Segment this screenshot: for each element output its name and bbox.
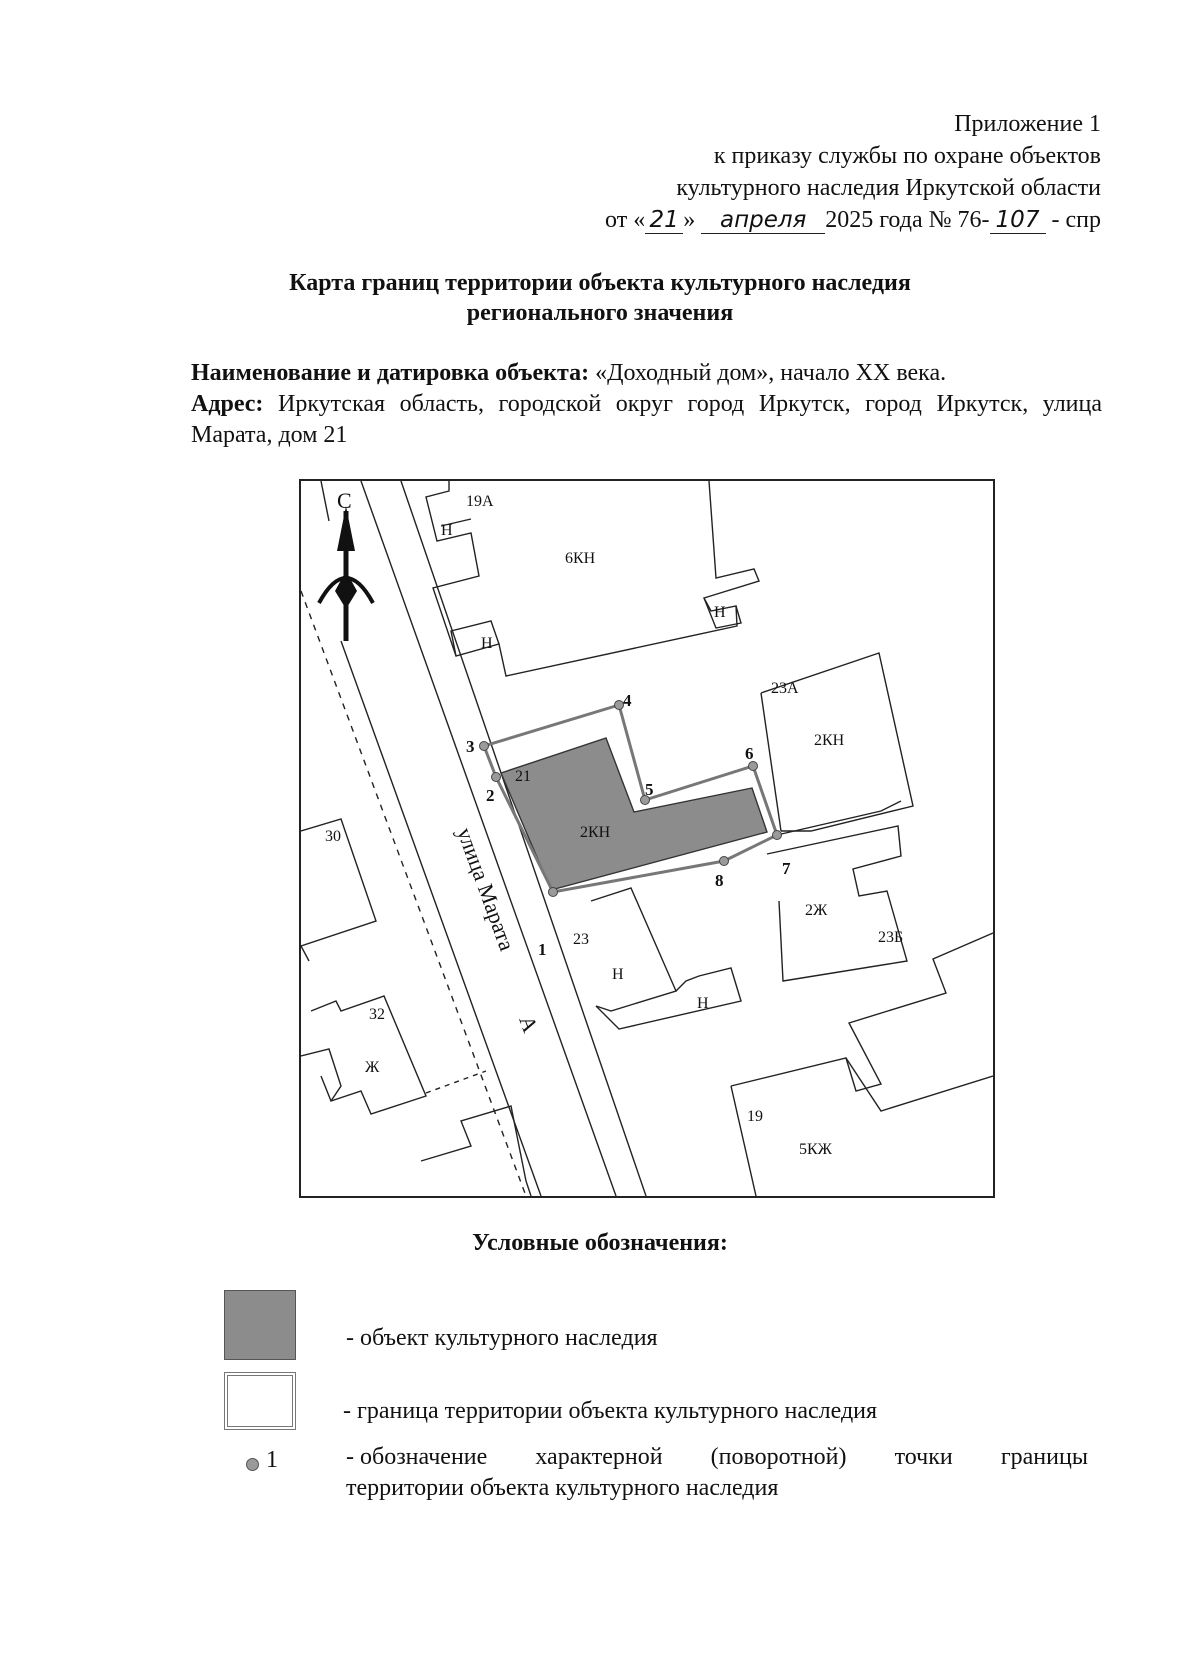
order-number: 107 xyxy=(990,207,1046,234)
object-name-value: «Доходный дом», начало XX века. xyxy=(595,360,947,386)
building-label: Н xyxy=(612,966,624,983)
building-label: 2КН xyxy=(580,824,611,841)
legend-object-text: - объект культурного наследия xyxy=(346,1325,658,1351)
building-32-annex xyxy=(301,1049,341,1101)
building-bottom xyxy=(421,1106,531,1196)
boundary-point-1 xyxy=(549,888,558,897)
legend-word: границы xyxy=(1000,1444,1088,1470)
building-23 xyxy=(591,888,676,1011)
point-label-6: 6 xyxy=(745,744,754,763)
object-info xyxy=(191,358,1102,451)
point-label-3: 3 xyxy=(466,737,475,756)
date-prefix: от « xyxy=(605,207,646,233)
title-line-1: Карта границ территории объекта культурного наследия xyxy=(289,270,911,296)
building-label: 19А xyxy=(466,493,494,510)
legend-object-swatch xyxy=(224,1290,296,1360)
legend-title: Условные обозначения: xyxy=(472,1230,728,1256)
boundary-point-2 xyxy=(492,773,501,782)
building-label: Ж xyxy=(365,1059,380,1076)
road-letter: А xyxy=(514,1012,544,1036)
building-label: 21 xyxy=(515,768,531,785)
object-address-value: Иркутская область, городской округ город Иркутск, город Иркутск, улица Марата, дом 21 xyxy=(191,391,1103,448)
date-year: 2025 года № 76- xyxy=(825,207,990,233)
date-month: апреля xyxy=(701,207,825,234)
legend-boundary-swatch xyxy=(224,1372,296,1430)
north-label: С xyxy=(337,488,352,513)
legend-point-line-2: территории объекта культурного наследия xyxy=(346,1475,779,1501)
boundary-point-8 xyxy=(720,857,729,866)
north-arrow-icon xyxy=(319,506,373,641)
building-2zh xyxy=(767,826,907,981)
building-label: 19 xyxy=(747,1108,763,1125)
appendix-header xyxy=(605,108,1101,236)
legend-word: характерной xyxy=(535,1444,663,1470)
building-label: 23 xyxy=(573,931,589,948)
building-label: 32 xyxy=(369,1006,385,1023)
building-19 xyxy=(731,933,993,1091)
boundary-point-3 xyxy=(480,742,489,751)
legend-point-sample: 1 xyxy=(266,1447,278,1473)
legend-point-text xyxy=(346,1442,1088,1504)
building-5kzh xyxy=(846,1058,993,1111)
building-label: Н xyxy=(714,604,726,621)
date-mid: » xyxy=(683,207,696,233)
title-line-2: регионального значения xyxy=(466,300,734,326)
building-label: 30 xyxy=(325,828,341,845)
appendix-line-2: к приказу службы по охране объектов xyxy=(713,143,1101,169)
legend-point-line-1 xyxy=(346,1442,1088,1473)
building-label: 5КЖ xyxy=(799,1141,833,1158)
object-address-row xyxy=(191,389,1102,451)
point-label-5: 5 xyxy=(645,780,654,799)
map-edge-line xyxy=(321,481,329,521)
legend-word: точки xyxy=(894,1444,953,1470)
object-name-row xyxy=(191,358,1102,389)
boundary-map xyxy=(299,479,995,1198)
point-label-8: 8 xyxy=(715,871,724,890)
building-label: 23А xyxy=(771,680,799,697)
building-label: Н xyxy=(697,995,709,1012)
building-label: Н xyxy=(481,635,493,652)
object-address-label: Адрес: xyxy=(191,391,264,417)
object-name-label: Наименование и датировка объекта: xyxy=(191,360,590,386)
building-6kh xyxy=(426,481,759,676)
point-label-1: 1 xyxy=(538,940,547,959)
building-label: Н xyxy=(441,522,453,539)
boundary-point-7 xyxy=(773,831,782,840)
appendix-line-1: Приложение 1 xyxy=(954,111,1101,137)
point-label-2: 2 xyxy=(486,786,495,805)
legend-boundary-text: - граница территории объекта культурного наследия xyxy=(343,1398,878,1424)
street-name: улица Марата xyxy=(452,824,520,954)
legend-point-icon xyxy=(246,1458,259,1471)
document-title xyxy=(0,268,1200,328)
map-svg xyxy=(301,481,993,1196)
building-label: 2Ж xyxy=(805,902,828,919)
point-label-7: 7 xyxy=(782,859,791,878)
building-label: 2КН xyxy=(814,732,845,749)
date-day: 21 xyxy=(645,207,683,234)
appendix-line-3: культурного наследия Иркутской области xyxy=(676,175,1101,201)
appendix-date-line xyxy=(605,204,1101,236)
building-label: 23Б xyxy=(878,929,904,946)
building-label: 6КН xyxy=(565,550,596,567)
point-label-4: 4 xyxy=(623,691,632,710)
legend-word: (поворотной) xyxy=(710,1444,847,1470)
legend-word: - обозначение xyxy=(346,1444,488,1470)
order-suffix: - спр xyxy=(1051,207,1101,233)
